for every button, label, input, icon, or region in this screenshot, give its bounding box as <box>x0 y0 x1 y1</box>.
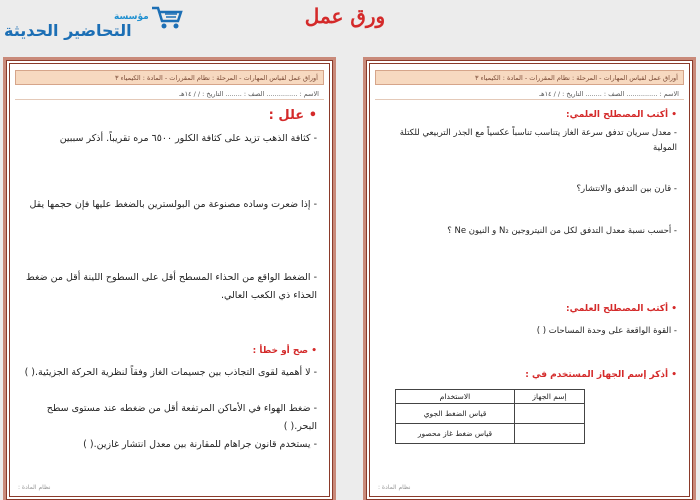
section-title-text: علل : <box>268 108 305 123</box>
question-text: يستخدم قانون جراهام للمقارنة بين معدل انتشار غازين.( ) <box>83 439 311 450</box>
section-title-explain <box>269 108 317 123</box>
cart-icon <box>150 4 184 30</box>
bullet-icon: • <box>671 370 677 380</box>
question-3: - أحسب نسبة معدل التدفق لكل من النيتروجين N₂ و النيون Ne ؟ <box>447 226 677 236</box>
section-title-text: أكتب المصطلح العلمي: <box>566 304 669 314</box>
sheet-footer: نظام المادة : <box>378 484 411 491</box>
worksheet-right <box>366 60 693 500</box>
tf-question-1: - لا أهمية لقوى التجاذب بين جسيمات الغاز وفقاً لنظرية الحركة الجزيئية.( ) <box>24 367 317 378</box>
section-title-device <box>525 370 677 380</box>
table-cell-use: قياس ضغط غاز محصور <box>396 424 515 444</box>
question-1: - كثافة الذهب تزيد على كثافة الكلور ٦٥٠٠ مره تقريباً. أذكر سببين <box>59 133 317 144</box>
question-text: قارن بين التدفق والانتشار؟ <box>576 184 672 194</box>
question-text: لا أهمية لقوى التجاذب بين جسيمات الغاز وفقاً لنظرية الحركة الجزيئية.( ) <box>24 367 311 378</box>
sheet-subheader: الاسم : ............... الصف : ........ التاريخ : / / ١٤هـ <box>15 88 324 100</box>
section-title-text: أكتب المصطلح العلمي: <box>566 110 669 120</box>
table-row <box>396 404 585 424</box>
tf-question-3: - يستخدم قانون جراهام للمقارنة بين معدل انتشار غازين.( ) <box>83 439 317 450</box>
device-table <box>395 389 585 444</box>
question-text: أحسب نسبة معدل التدفق لكل من النيتروجين N₂ و النيون Ne ؟ <box>447 226 672 236</box>
question-4: - القوة الواقعة على وحدة المساحات ( ) <box>536 326 677 336</box>
table-row <box>396 424 585 444</box>
logo-top-text: مؤسسة <box>114 12 149 22</box>
sheet-header: أوراق عمل لقياس المهارات - المرحلة : نظام المقررات - المادة : الكيمياء ٣ <box>375 70 684 85</box>
table-cell-device <box>515 424 585 444</box>
table-cell-use: قياس الضغط الجوي <box>396 404 515 424</box>
question-text: معدل سريان تدفق سرعة الغاز يتناسب تناسباً عكسياً مع الجذر التربيعي للكتلة المولية <box>399 128 677 153</box>
section-title-text: أذكر إسم الجهاز المستخدم في : <box>525 370 669 380</box>
question-2: - إذا ضعرت وساده مصنوعة من البولسترين بالضغط عليها فإن حجمها يقل <box>29 199 317 210</box>
table-header-cell: إسم الجهاز <box>515 390 585 404</box>
logo-main-text: التحاضير الحديثة <box>4 21 132 40</box>
question-text: إذا ضعرت وساده مصنوعة من البولسترين بالضغط عليها فإن حجمها يقل <box>29 199 311 210</box>
tf-question-2: - ضغط الهواء في الأماكن المرتفعة أقل من ضغطه عند مستوى سطح البحر.( ) <box>46 403 317 432</box>
table-header-row <box>396 390 585 404</box>
sheet-subheader: الاسم : ............... الصف : ........ التاريخ : / / ١٤هـ <box>375 88 684 100</box>
question-text: القوة الواقعة على وحدة المساحات ( ) <box>536 326 672 336</box>
question-text: الضغط الواقع من الحذاء المسطح أقل على السطوح اللينة أقل من ضغط الحذاء ذي الكعب العالي. <box>25 272 317 301</box>
question-1: - معدل سريان تدفق سرعة الغاز يتناسب تناسباً عكسياً مع الجذر التربيعي للكتلة المولية <box>399 128 677 153</box>
logo <box>2 2 187 42</box>
section-title-true-false <box>253 346 317 356</box>
worksheet-left <box>6 60 333 500</box>
page-title: ورق عمل <box>304 4 386 28</box>
bullet-icon: • <box>671 110 677 120</box>
question-text: ضغط الهواء في الأماكن المرتفعة أقل من ضغطه عند مستوى سطح البحر.( ) <box>46 403 317 432</box>
question-3: - الضغط الواقع من الحذاء المسطح أقل على السطوح اللينة أقل من ضغط الحذاء ذي الكعب العالي. <box>25 272 317 301</box>
bullet-icon: • <box>671 304 677 314</box>
sheet-footer: نظام المادة : <box>18 484 51 491</box>
bullet-icon: • <box>308 108 317 123</box>
table-cell-device <box>515 404 585 424</box>
section-title-text: صح أو خطأ : <box>252 346 309 356</box>
question-text: كثافة الذهب تزيد على كثافة الكلور ٦٥٠٠ مره تقريباً. أذكر سببين <box>59 133 311 144</box>
sheet-header: أوراق عمل لقياس المهارات - المرحلة : نظام المقررات - المادة : الكيمياء ٣ <box>15 70 324 85</box>
table-header-cell: الاستخدام <box>396 390 515 404</box>
bullet-icon: • <box>311 346 317 356</box>
question-2: - قارن بين التدفق والانتشار؟ <box>576 184 677 194</box>
section-title-term <box>566 110 677 120</box>
section-title-term-2 <box>566 304 677 314</box>
